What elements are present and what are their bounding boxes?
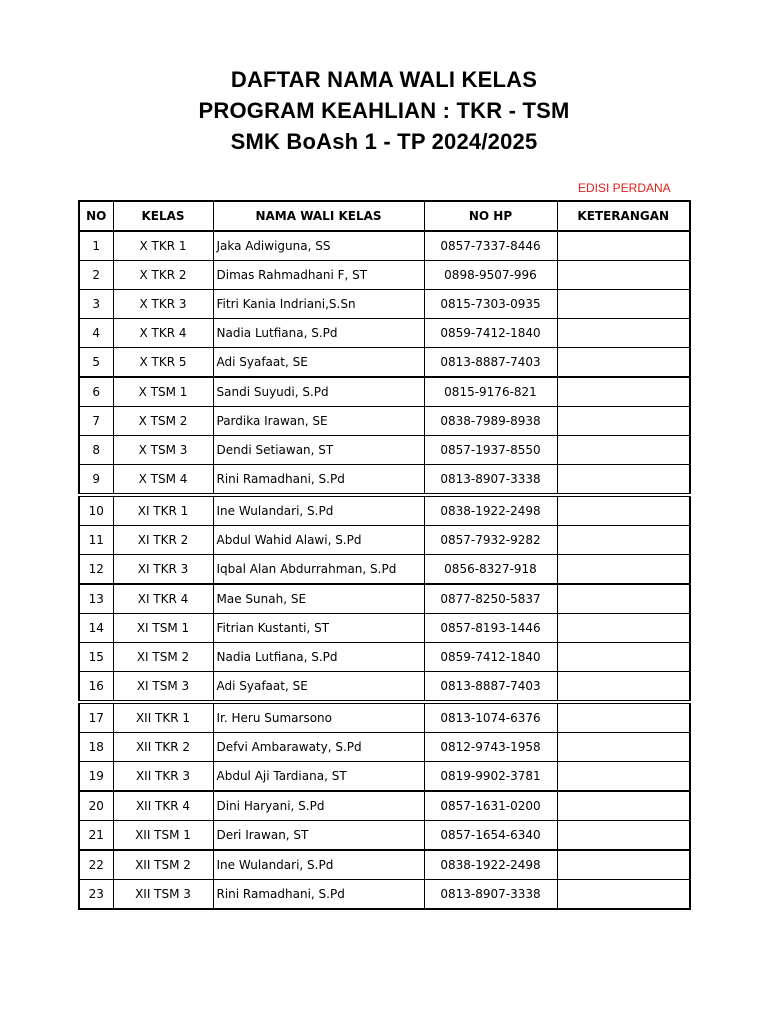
title-line-3: SMK BoAsh 1 - TP 2024/2025: [230, 129, 538, 154]
cell-nama: Adi Syafaat, SE: [213, 672, 424, 703]
header-kelas: KELAS: [113, 201, 213, 231]
cell-nama: Fitri Kania Indriani,S.Sn: [213, 290, 424, 319]
cell-no: 23: [79, 880, 113, 910]
cell-nama: Defvi Ambarawaty, S.Pd: [213, 733, 424, 762]
cell-no: 5: [79, 348, 113, 378]
document-title: [0, 64, 768, 157]
cell-no: 9: [79, 465, 113, 496]
cell-no: 21: [79, 821, 113, 851]
table-row: [79, 495, 690, 526]
cell-hp: 0856-8327-918: [424, 555, 557, 585]
table-header-row: [79, 201, 690, 231]
cell-no: 7: [79, 407, 113, 436]
cell-no: 8: [79, 436, 113, 465]
table-row: [79, 584, 690, 614]
cell-kelas: XII TKR 1: [113, 702, 213, 733]
cell-hp: 0813-8887-7403: [424, 672, 557, 703]
cell-keterangan: [557, 495, 690, 526]
cell-no: 11: [79, 526, 113, 555]
cell-kelas: XII TKR 4: [113, 791, 213, 821]
table-row: [79, 643, 690, 672]
cell-keterangan: [557, 672, 690, 703]
cell-hp: 0857-1937-8550: [424, 436, 557, 465]
cell-no: 12: [79, 555, 113, 585]
cell-keterangan: [557, 643, 690, 672]
table-row: [79, 261, 690, 290]
cell-nama: Adi Syafaat, SE: [213, 348, 424, 378]
cell-kelas: XI TKR 3: [113, 555, 213, 585]
cell-kelas: X TKR 4: [113, 319, 213, 348]
header-keterangan: KETERANGAN: [557, 201, 690, 231]
table-row: [79, 526, 690, 555]
cell-keterangan: [557, 526, 690, 555]
cell-hp: 0813-1074-6376: [424, 702, 557, 733]
cell-hp: 0813-8907-3338: [424, 880, 557, 910]
table-row: [79, 290, 690, 319]
cell-kelas: X TSM 4: [113, 465, 213, 496]
cell-hp: 0857-1654-6340: [424, 821, 557, 851]
cell-nama: Rini Ramadhani, S.Pd: [213, 880, 424, 910]
cell-hp: 0819-9902-3781: [424, 762, 557, 792]
cell-keterangan: [557, 880, 690, 910]
table-row: [79, 821, 690, 851]
cell-nama: Ine Wulandari, S.Pd: [213, 850, 424, 880]
cell-no: 13: [79, 584, 113, 614]
cell-kelas: XII TKR 3: [113, 762, 213, 792]
cell-nama: Dendi Setiawan, ST: [213, 436, 424, 465]
cell-nama: Dini Haryani, S.Pd: [213, 791, 424, 821]
homeroom-teacher-table: [78, 200, 691, 910]
cell-no: 18: [79, 733, 113, 762]
cell-kelas: XII TSM 3: [113, 880, 213, 910]
table-row: [79, 702, 690, 733]
cell-nama: Rini Ramadhani, S.Pd: [213, 465, 424, 496]
cell-no: 1: [79, 231, 113, 261]
table-row: [79, 614, 690, 643]
cell-keterangan: [557, 733, 690, 762]
cell-hp: 0838-1922-2498: [424, 495, 557, 526]
cell-kelas: X TSM 2: [113, 407, 213, 436]
cell-kelas: X TKR 5: [113, 348, 213, 378]
table-row: [79, 465, 690, 496]
cell-hp: 0812-9743-1958: [424, 733, 557, 762]
cell-no: 17: [79, 702, 113, 733]
cell-hp: 0898-9507-996: [424, 261, 557, 290]
table-row: [79, 762, 690, 792]
cell-kelas: XII TSM 1: [113, 821, 213, 851]
cell-nama: Nadia Lutfiana, S.Pd: [213, 319, 424, 348]
table-row: [79, 555, 690, 585]
cell-keterangan: [557, 702, 690, 733]
cell-hp: 0859-7412-1840: [424, 643, 557, 672]
cell-hp: 0857-7932-9282: [424, 526, 557, 555]
cell-kelas: X TSM 1: [113, 377, 213, 407]
cell-hp: 0859-7412-1840: [424, 319, 557, 348]
edition-label: EDISI PERDANA: [578, 181, 671, 195]
cell-kelas: X TKR 3: [113, 290, 213, 319]
cell-nama: Abdul Aji Tardiana, ST: [213, 762, 424, 792]
cell-keterangan: [557, 584, 690, 614]
cell-keterangan: [557, 377, 690, 407]
header-hp: NO HP: [424, 201, 557, 231]
cell-no: 2: [79, 261, 113, 290]
table-row: [79, 407, 690, 436]
table-row: [79, 319, 690, 348]
cell-hp: 0838-7989-8938: [424, 407, 557, 436]
cell-keterangan: [557, 821, 690, 851]
title-line-2: PROGRAM KEAHLIAN : TKR - TSM: [198, 98, 570, 123]
table-row: [79, 436, 690, 465]
header-no: NO: [79, 201, 113, 231]
cell-keterangan: [557, 231, 690, 261]
cell-nama: Mae Sunah, SE: [213, 584, 424, 614]
cell-keterangan: [557, 319, 690, 348]
cell-hp: 0857-8193-1446: [424, 614, 557, 643]
cell-keterangan: [557, 348, 690, 378]
cell-keterangan: [557, 555, 690, 585]
cell-hp: 0838-1922-2498: [424, 850, 557, 880]
cell-no: 6: [79, 377, 113, 407]
cell-kelas: XI TKR 4: [113, 584, 213, 614]
cell-kelas: XI TKR 2: [113, 526, 213, 555]
table-row: [79, 791, 690, 821]
cell-no: 14: [79, 614, 113, 643]
cell-hp: 0815-7303-0935: [424, 290, 557, 319]
cell-kelas: X TKR 2: [113, 261, 213, 290]
cell-no: 15: [79, 643, 113, 672]
cell-kelas: X TKR 1: [113, 231, 213, 261]
cell-nama: Sandi Suyudi, S.Pd: [213, 377, 424, 407]
cell-no: 4: [79, 319, 113, 348]
table-row: [79, 348, 690, 378]
cell-nama: Abdul Wahid Alawi, S.Pd: [213, 526, 424, 555]
cell-keterangan: [557, 261, 690, 290]
cell-kelas: XI TKR 1: [113, 495, 213, 526]
cell-nama: Ir. Heru Sumarsono: [213, 702, 424, 733]
title-line-1: DAFTAR NAMA WALI KELAS: [230, 67, 538, 92]
cell-nama: Ine Wulandari, S.Pd: [213, 495, 424, 526]
cell-kelas: XII TKR 2: [113, 733, 213, 762]
cell-no: 3: [79, 290, 113, 319]
cell-kelas: X TSM 3: [113, 436, 213, 465]
cell-nama: Fitrian Kustanti, ST: [213, 614, 424, 643]
cell-keterangan: [557, 290, 690, 319]
cell-kelas: XI TSM 2: [113, 643, 213, 672]
cell-nama: Deri Irawan, ST: [213, 821, 424, 851]
cell-hp: 0877-8250-5837: [424, 584, 557, 614]
cell-no: 20: [79, 791, 113, 821]
cell-kelas: XI TSM 1: [113, 614, 213, 643]
cell-hp: 0813-8907-3338: [424, 465, 557, 496]
cell-hp: 0813-8887-7403: [424, 348, 557, 378]
cell-kelas: XII TSM 2: [113, 850, 213, 880]
cell-no: 10: [79, 495, 113, 526]
cell-no: 22: [79, 850, 113, 880]
cell-nama: Iqbal Alan Abdurrahman, S.Pd: [213, 555, 424, 585]
cell-hp: 0857-1631-0200: [424, 791, 557, 821]
cell-nama: Pardika Irawan, SE: [213, 407, 424, 436]
cell-nama: Dimas Rahmadhani F, ST: [213, 261, 424, 290]
cell-keterangan: [557, 407, 690, 436]
table-row: [79, 880, 690, 910]
cell-nama: Jaka Adiwiguna, SS: [213, 231, 424, 261]
header-nama: NAMA WALI KELAS: [213, 201, 424, 231]
cell-hp: 0857-7337-8446: [424, 231, 557, 261]
cell-no: 16: [79, 672, 113, 703]
table-row: [79, 733, 690, 762]
cell-keterangan: [557, 614, 690, 643]
table-row: [79, 231, 690, 261]
cell-keterangan: [557, 762, 690, 792]
table-row: [79, 672, 690, 703]
cell-keterangan: [557, 791, 690, 821]
cell-hp: 0815-9176-821: [424, 377, 557, 407]
cell-keterangan: [557, 850, 690, 880]
cell-keterangan: [557, 436, 690, 465]
table-row: [79, 850, 690, 880]
cell-kelas: XI TSM 3: [113, 672, 213, 703]
table-row: [79, 377, 690, 407]
cell-no: 19: [79, 762, 113, 792]
cell-nama: Nadia Lutfiana, S.Pd: [213, 643, 424, 672]
table-body: [79, 231, 690, 909]
cell-keterangan: [557, 465, 690, 496]
